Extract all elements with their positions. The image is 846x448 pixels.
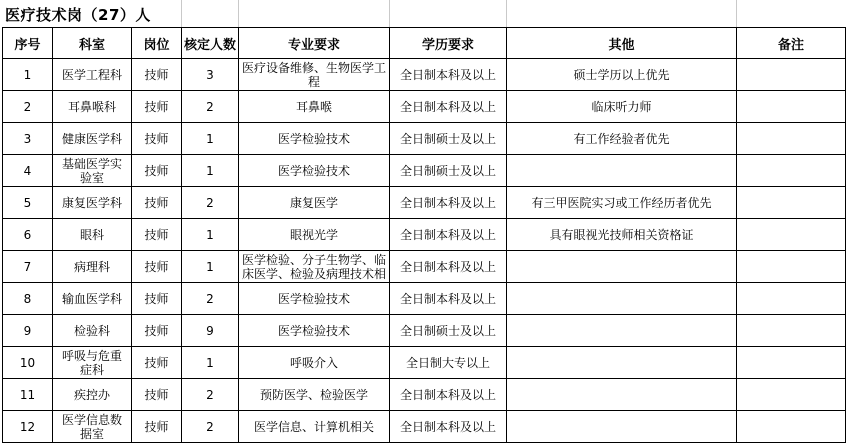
table-row — [3, 155, 846, 187]
cell-text: 眼视光学 — [289, 227, 338, 242]
cell-remark — [737, 91, 846, 123]
cell-seq — [3, 123, 53, 155]
cell-headcount — [182, 411, 239, 443]
cell-text: 7 — [23, 259, 32, 274]
cell-text: 5 — [23, 195, 32, 210]
cell-education — [390, 91, 507, 123]
cell-text: 医学信息数据室 — [61, 412, 122, 441]
cell-remark — [737, 187, 846, 219]
cell-department — [53, 347, 132, 379]
cell-text: 全日制硕士及以上 — [399, 131, 496, 146]
cell-major — [239, 411, 390, 443]
cell-text: 全日制硕士及以上 — [399, 323, 496, 338]
cell-text: 技师 — [144, 99, 169, 114]
cell-headcount — [182, 315, 239, 347]
column-header-department: 科室 — [53, 28, 132, 59]
cell-seq — [3, 379, 53, 411]
cell-education — [390, 219, 507, 251]
cell-position — [132, 123, 182, 155]
cell-text — [737, 60, 845, 89]
cell-text: 1 — [206, 355, 214, 370]
cell-text: 10 — [19, 355, 36, 370]
cell-text: 2 — [206, 99, 214, 114]
cell-education — [390, 379, 507, 411]
cell-text — [737, 92, 845, 121]
cell-text: 12 — [19, 419, 36, 434]
cell-text: 技师 — [144, 387, 169, 402]
grid-line — [506, 0, 507, 27]
cell-headcount — [182, 347, 239, 379]
cell-text: 全日制大专以上 — [405, 355, 490, 370]
cell-other — [507, 379, 737, 411]
cell-text: 康复医学科 — [61, 195, 122, 210]
cell-seq — [3, 187, 53, 219]
cell-text: 技师 — [144, 131, 169, 146]
cell-headcount — [182, 123, 239, 155]
cell-major — [239, 155, 390, 187]
cell-text: 技师 — [144, 323, 169, 338]
cell-text — [507, 348, 736, 377]
table-row — [3, 187, 846, 219]
grid-line — [736, 0, 737, 27]
grid-line — [181, 0, 182, 27]
cell-position — [132, 315, 182, 347]
cell-text: 1 — [206, 227, 214, 242]
cell-text: 呼吸与危重症科 — [61, 348, 122, 377]
cell-headcount — [182, 155, 239, 187]
cell-major — [239, 379, 390, 411]
cell-seq — [3, 283, 53, 315]
cell-remark — [737, 251, 846, 283]
cell-education — [390, 411, 507, 443]
cell-remark — [737, 219, 846, 251]
cell-text: 有工作经验者优先 — [573, 131, 670, 146]
cell-other — [507, 315, 737, 347]
cell-department — [53, 91, 132, 123]
cell-text: 医学检验技术 — [277, 291, 350, 306]
cell-text — [737, 412, 845, 441]
cell-text — [507, 380, 736, 409]
cell-text: 医学信息、计算机相关 — [253, 419, 374, 434]
cell-education — [390, 251, 507, 283]
cell-text: 4 — [23, 163, 32, 178]
cell-text: 9 — [206, 323, 214, 338]
cell-remark — [737, 283, 846, 315]
cell-text: 医学检验技术 — [277, 131, 350, 146]
cell-text: 2 — [206, 419, 214, 434]
cell-position — [132, 187, 182, 219]
cell-major — [239, 219, 390, 251]
cell-major — [239, 347, 390, 379]
cell-other — [507, 347, 737, 379]
cell-text: 1 — [206, 131, 214, 146]
cell-text: 技师 — [144, 195, 169, 210]
table-row — [3, 59, 846, 91]
cell-text: 医学检验技术 — [277, 323, 350, 338]
table-row — [3, 411, 846, 443]
cell-text: 技师 — [144, 291, 169, 306]
cell-remark — [737, 155, 846, 187]
cell-seq — [3, 347, 53, 379]
cell-department — [53, 155, 132, 187]
cell-seq — [3, 155, 53, 187]
cell-remark — [737, 347, 846, 379]
cell-text: 临床听力师 — [591, 99, 652, 114]
cell-text: 2 — [206, 387, 214, 402]
cell-text — [507, 412, 736, 441]
column-header-remark: 备注 — [737, 28, 846, 59]
cell-text — [507, 284, 736, 313]
cell-text — [737, 348, 845, 377]
cell-headcount — [182, 379, 239, 411]
cell-department — [53, 251, 132, 283]
cell-major — [239, 251, 390, 283]
cell-text: 11 — [19, 387, 36, 402]
table-row — [3, 219, 846, 251]
cell-position — [132, 251, 182, 283]
cell-text: 耳鼻喉 — [295, 99, 332, 114]
cell-text: 医学检验技术 — [277, 163, 350, 178]
cell-major — [239, 283, 390, 315]
table-row — [3, 251, 846, 283]
cell-education — [390, 123, 507, 155]
cell-other — [507, 59, 737, 91]
cell-other — [507, 411, 737, 443]
column-header-seq: 序号 — [3, 28, 53, 59]
column-header-major: 专业要求 — [239, 28, 390, 59]
cell-position — [132, 283, 182, 315]
cell-position — [132, 411, 182, 443]
cell-department — [53, 123, 132, 155]
cell-text: 全日制本科及以上 — [399, 195, 496, 210]
cell-text: 输血医学科 — [61, 291, 122, 306]
cell-text: 2 — [23, 99, 32, 114]
cell-other — [507, 155, 737, 187]
cell-education — [390, 59, 507, 91]
cell-text: 具有眼视光技师相关资格证 — [549, 227, 694, 242]
cell-headcount — [182, 187, 239, 219]
cell-text: 9 — [23, 323, 32, 338]
cell-text: 2 — [206, 195, 214, 210]
cell-department — [53, 187, 132, 219]
cell-text: 1 — [206, 259, 214, 274]
cell-education — [390, 315, 507, 347]
cell-position — [132, 59, 182, 91]
cell-text: 技师 — [144, 163, 169, 178]
cell-text: 技师 — [144, 227, 169, 242]
cell-department — [53, 379, 132, 411]
cell-other — [507, 91, 737, 123]
cell-text — [507, 156, 736, 185]
cell-text: 检验科 — [73, 323, 110, 338]
cell-seq — [3, 91, 53, 123]
cell-major — [239, 59, 390, 91]
cell-other — [507, 251, 737, 283]
cell-seq — [3, 251, 53, 283]
cell-text: 3 — [206, 67, 214, 82]
cell-text: 康复医学 — [289, 195, 338, 210]
cell-text: 全日制硕士及以上 — [399, 163, 496, 178]
cell-text: 全日制本科及以上 — [399, 387, 496, 402]
cell-text: 技师 — [144, 355, 169, 370]
cell-remark — [737, 123, 846, 155]
grid-line — [389, 0, 390, 27]
positions-table — [2, 27, 846, 443]
cell-text: 6 — [23, 227, 32, 242]
cell-text: 眼科 — [79, 227, 104, 242]
cell-text — [737, 188, 845, 217]
cell-text: 耳鼻喉科 — [67, 99, 116, 114]
cell-seq — [3, 59, 53, 91]
cell-remark — [737, 379, 846, 411]
cell-text: 3 — [23, 131, 32, 146]
cell-text — [507, 316, 736, 345]
column-header-position: 岗位 — [132, 28, 182, 59]
cell-seq — [3, 219, 53, 251]
cell-major — [239, 91, 390, 123]
cell-other — [507, 219, 737, 251]
cell-headcount — [182, 283, 239, 315]
column-header-other: 其他 — [507, 28, 737, 59]
cell-remark — [737, 411, 846, 443]
cell-department — [53, 283, 132, 315]
cell-text: 1 — [23, 67, 32, 82]
table-row — [3, 315, 846, 347]
cell-text: 技师 — [144, 259, 169, 274]
cell-seq — [3, 411, 53, 443]
cell-text — [737, 124, 845, 153]
cell-major — [239, 315, 390, 347]
cell-education — [390, 155, 507, 187]
page-title: 医疗技术岗（27）人 — [5, 6, 151, 24]
cell-text — [737, 284, 845, 313]
cell-other — [507, 283, 737, 315]
column-header-headcount: 核定人数 — [182, 28, 239, 59]
cell-text — [737, 220, 845, 249]
cell-department — [53, 219, 132, 251]
cell-headcount — [182, 59, 239, 91]
cell-education — [390, 347, 507, 379]
grid-line — [238, 0, 239, 27]
cell-position — [132, 379, 182, 411]
cell-text: 8 — [23, 291, 32, 306]
cell-text — [737, 316, 845, 345]
cell-department — [53, 411, 132, 443]
cell-text: 有三甲医院实习或工作经历者优先 — [531, 195, 712, 210]
cell-text — [737, 380, 845, 409]
cell-education — [390, 187, 507, 219]
cell-position — [132, 219, 182, 251]
cell-text: 2 — [206, 291, 214, 306]
cell-headcount — [182, 91, 239, 123]
table-row — [3, 91, 846, 123]
cell-text: 全日制本科及以上 — [399, 419, 496, 434]
cell-headcount — [182, 219, 239, 251]
cell-text: 医疗设备维修、生物医学工程 — [241, 60, 386, 89]
cell-text: 全日制本科及以上 — [399, 227, 496, 242]
cell-text — [737, 156, 845, 185]
cell-text: 硕士学历以上优先 — [573, 67, 670, 82]
cell-text: 病理科 — [73, 259, 110, 274]
column-header-education: 学历要求 — [390, 28, 507, 59]
cell-text: 疾控办 — [73, 387, 110, 402]
table-row — [3, 283, 846, 315]
cell-other — [507, 123, 737, 155]
cell-position — [132, 347, 182, 379]
header-row — [3, 28, 846, 59]
cell-text: 呼吸介入 — [289, 355, 338, 370]
cell-position — [132, 91, 182, 123]
table-row — [3, 123, 846, 155]
cell-major — [239, 123, 390, 155]
cell-text: 全日制本科及以上 — [399, 67, 496, 82]
cell-seq — [3, 315, 53, 347]
cell-text: 医学工程科 — [61, 67, 122, 82]
title-row — [0, 0, 846, 27]
table-row — [3, 379, 846, 411]
cell-text: 1 — [206, 163, 214, 178]
cell-text: 预防医学、检验医学 — [259, 387, 368, 402]
cell-headcount — [182, 251, 239, 283]
cell-text: 健康医学科 — [61, 131, 122, 146]
cell-position — [132, 155, 182, 187]
cell-major — [239, 187, 390, 219]
cell-text — [737, 252, 845, 281]
cell-department — [53, 315, 132, 347]
cell-text: 全日制本科及以上 — [399, 259, 496, 274]
cell-text: 医学检验、分子生物学、临床医学、检验及病理技术相 — [241, 252, 386, 281]
cell-text: 全日制本科及以上 — [399, 99, 496, 114]
table-row — [3, 347, 846, 379]
cell-other — [507, 187, 737, 219]
table-body — [3, 59, 846, 443]
cell-text — [507, 252, 736, 281]
cell-remark — [737, 59, 846, 91]
cell-text: 基础医学实验室 — [61, 156, 122, 185]
cell-text: 技师 — [144, 67, 169, 82]
cell-remark — [737, 315, 846, 347]
cell-text: 全日制本科及以上 — [399, 291, 496, 306]
cell-education — [390, 283, 507, 315]
cell-department — [53, 59, 132, 91]
cell-text: 技师 — [144, 419, 169, 434]
